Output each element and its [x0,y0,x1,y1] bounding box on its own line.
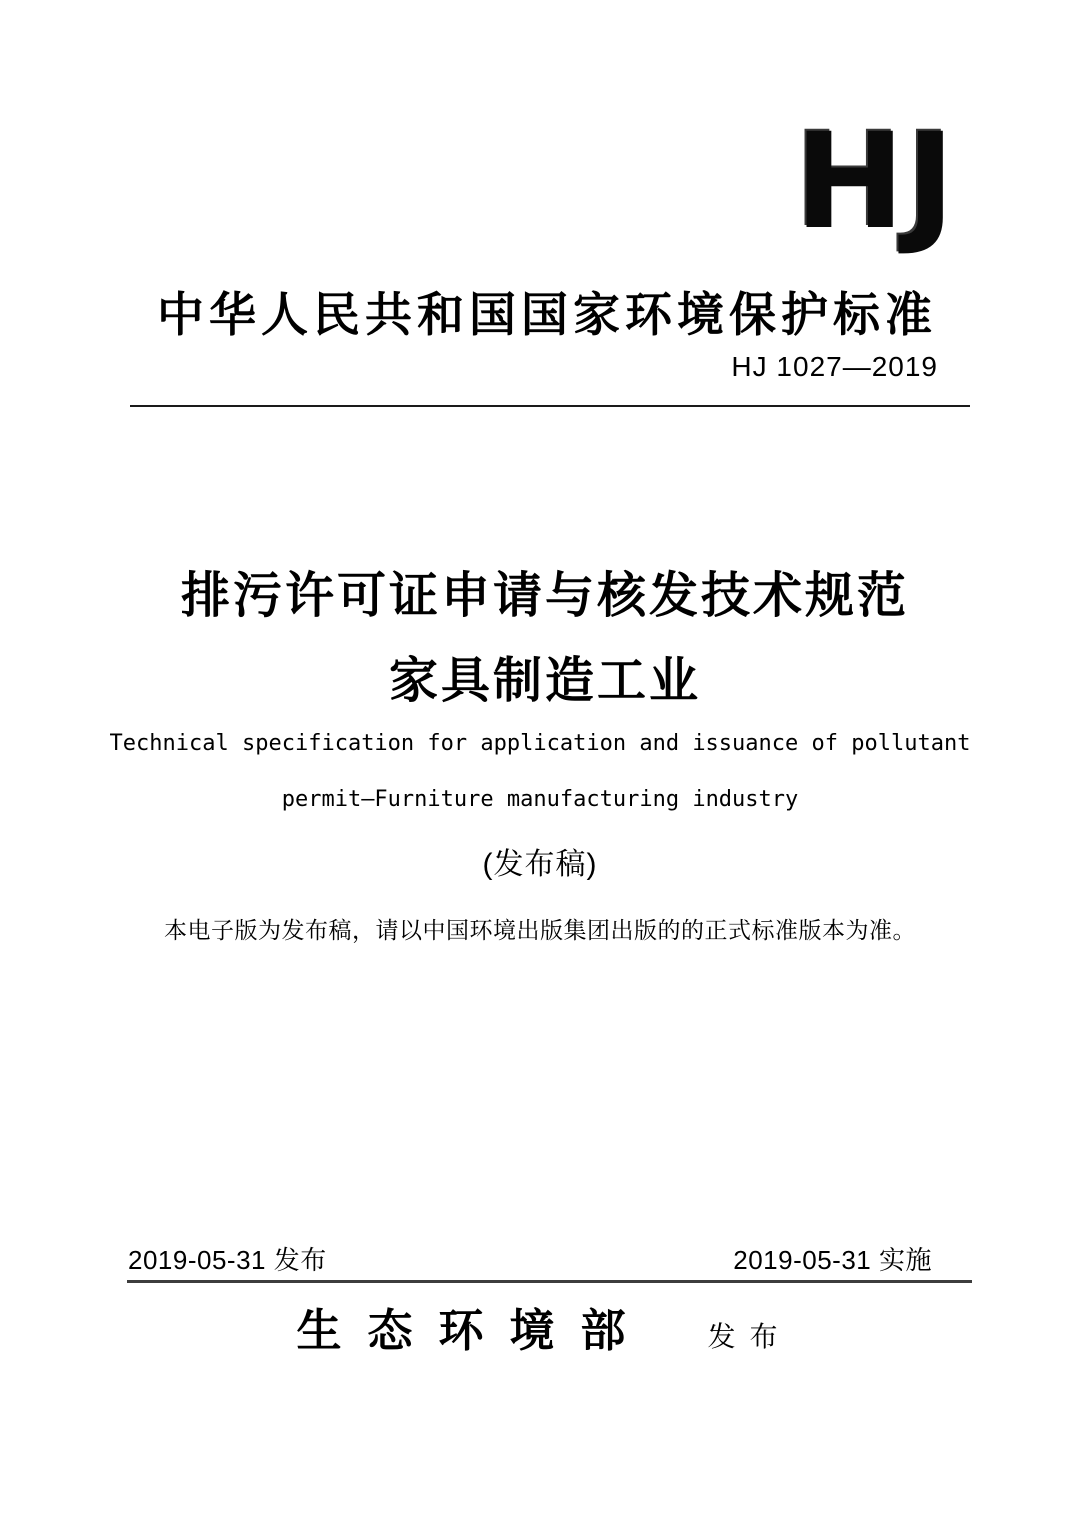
draft-label: (发布稿) [482,848,598,881]
issuer-row [0,1294,1080,1359]
standard-title-zh-line1: 排污许可证申请与核发技术规范 [180,569,909,623]
org-heading: 中华人民共和国国家环境保护标准 [157,290,937,342]
header-divider-line [130,405,970,407]
hj-logo: HJ [794,105,956,259]
footer-divider-line [127,1280,972,1283]
standard-title-en-line1: Technical specification for application and issuance of pollutant [109,731,971,756]
issuer-publish-label: 发布 [707,1321,792,1352]
issuing-authority: 生态环境部 [296,1306,652,1356]
edition-note: 本电子版为发布稿，请以中国环境出版集团出版的的正式标准版本为准。 [164,918,916,943]
dates-row [128,1240,932,1277]
standard-code: HJ 1027—2019 [731,351,938,382]
issue-date: 2019-05-31 发布 [128,1245,327,1275]
standard-title-zh-line2: 家具制造工业 [388,654,701,708]
implementation-date: 2019-05-31 实施 [733,1245,932,1275]
standard-title-en-line2: permit—Furniture manufacturing industry [281,787,799,812]
